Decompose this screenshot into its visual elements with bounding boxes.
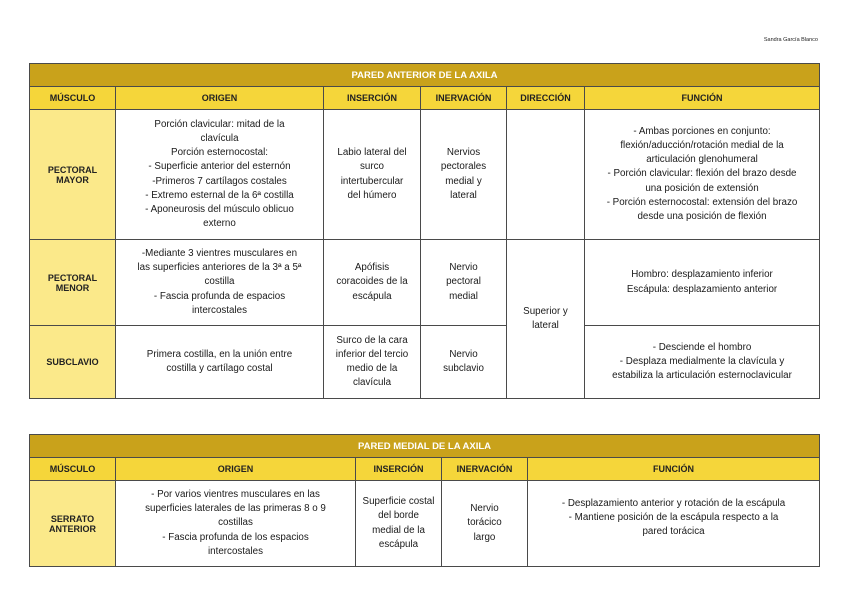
function-cell: - Desplazamiento anterior y rotación de la escápula - Mantiene posición de la escápula respecto a la pared torácica	[528, 481, 820, 567]
column-header-innervation: INERVACIÓN	[421, 87, 507, 110]
muscle-name: SERRATO ANTERIOR	[30, 481, 116, 567]
column-header-muscle: MÚSCULO	[30, 87, 116, 110]
table-title: PARED ANTERIOR DE LA AXILA	[30, 64, 820, 87]
column-header-muscle: MÚSCULO	[30, 458, 116, 481]
column-header-insertion: INSERCIÓN	[356, 458, 442, 481]
anterior-wall-table	[29, 63, 820, 399]
table-row	[30, 326, 820, 399]
muscle-name: PECTORAL MAYOR	[30, 110, 116, 240]
column-header-direction: DIRECCIÓN	[507, 87, 585, 110]
innervation-cell: Nervio torácico largo	[442, 481, 528, 567]
innervation-cell: Nervio pectoral medial	[421, 240, 507, 326]
insertion-cell: Labio lateral del surco intertubercular del húmero	[324, 110, 421, 240]
innervation-cell: Nervios pectorales medial y lateral	[421, 110, 507, 240]
muscle-name: SUBCLAVIO	[30, 326, 116, 399]
function-cell: - Ambas porciones en conjunto: flexión/aducción/rotación medial de la articulación glenohumeral - Porción clavicular: flexión del brazo desde una posición de extensión - Porción esternocostal: extensión del brazo desde una posición de flexión	[585, 110, 820, 240]
column-header-origin: ORIGEN	[116, 458, 356, 481]
column-header-origin: ORIGEN	[116, 87, 324, 110]
insertion-cell: Apófisis coracoides de la escápula	[324, 240, 421, 326]
table-row	[30, 110, 820, 240]
column-header-function: FUNCIÓN	[528, 458, 820, 481]
innervation-cell: Nervio subclavio	[421, 326, 507, 399]
column-header-innervation: INERVACIÓN	[442, 458, 528, 481]
table-row	[30, 481, 820, 567]
table-title: PARED MEDIAL DE LA AXILA	[30, 435, 820, 458]
table-row	[30, 240, 820, 326]
column-header-function: FUNCIÓN	[585, 87, 820, 110]
insertion-cell: Surco de la cara inferior del tercio medio de la clavícula	[324, 326, 421, 399]
origin-cell: Porción clavicular: mitad de la clavícula Porción esternocostal: - Superficie anterior del esternón -Primeros 7 cartílagos costales - Extremo esternal de la 6ª costilla - Aponeurosis del músculo oblicuo externo	[116, 110, 324, 240]
medial-wall-table	[29, 434, 820, 567]
origin-cell: -Mediante 3 vientres musculares en las superficies anteriores de la 3ª a 5ª costilla - Fascia profunda de espacios intercostales	[116, 240, 324, 326]
author-name: Sandra García Blanco	[763, 37, 818, 43]
insertion-cell: Superficie costal del borde medial de la escápula	[356, 481, 442, 567]
column-header-insertion: INSERCIÓN	[324, 87, 421, 110]
origin-cell: Primera costilla, en la unión entre costilla y cartílago costal	[116, 326, 324, 399]
origin-cell: - Por varios vientres musculares en las superficies laterales de las primeras 8 o 9 costillas - Fascia profunda de los espacios intercostales	[116, 481, 356, 567]
direction-cell-empty	[507, 110, 585, 240]
function-cell: Hombro: desplazamiento inferior Escápula: desplazamiento anterior	[585, 240, 820, 326]
muscle-name: PECTORAL MENOR	[30, 240, 116, 326]
function-cell: - Desciende el hombro - Desplaza medialmente la clavícula y estabiliza la articulación esternoclavicular	[585, 326, 820, 399]
direction-cell: Superior y lateral	[507, 240, 585, 399]
